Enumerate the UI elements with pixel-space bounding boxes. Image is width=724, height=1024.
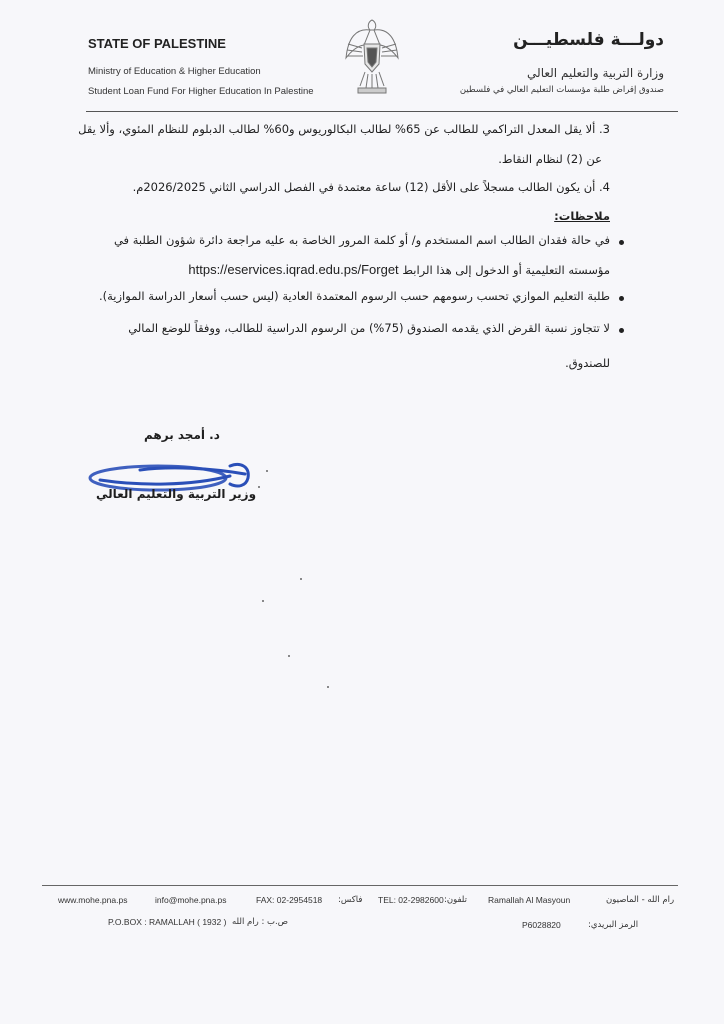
note-3-line1: لا تتجاوز نسبة القرض الذي يقدمه الصندوق (75%) من الرسوم الدراسية للطالب، ووفقاً للوضع المالي [128, 321, 610, 335]
scan-speck [288, 655, 290, 657]
footer-pobox: P.O.BOX : RAMALLAH ( 1932 ) [108, 917, 227, 927]
password-reset-link[interactable]: https://eservices.iqrad.edu.ps/Forget [188, 262, 399, 277]
footer-fax-ar: فاكس: [338, 895, 363, 905]
header-ar-title: دولـــة فلسطيـــن [513, 30, 664, 50]
scan-speck [266, 470, 268, 472]
header-en-title: STATE OF PALESTINE [88, 36, 226, 51]
scan-speck [327, 686, 329, 688]
footer-postal-code-ar: الرمز البريدي: [588, 920, 639, 930]
footer-fax: FAX: 02-2954518 [256, 895, 323, 905]
footer-email[interactable]: info@mohe.pna.ps [155, 895, 227, 905]
header-en-ministry: Ministry of Education & Higher Education [88, 66, 261, 77]
footer-tel: TEL: 02-2982600 [378, 895, 444, 905]
scan-speck [262, 600, 264, 602]
footer-address: Ramallah Al Masyoun [488, 895, 571, 905]
note-3-line2: للصندوق. [565, 356, 610, 370]
bullet [619, 296, 624, 301]
note-1-text: مؤسسته التعليمية أو الدخول إلى هذا الرابط [402, 263, 610, 277]
palestine-eagle-emblem [344, 14, 400, 98]
condition-4: 4. أن يكون الطالب مسجلاً على الأقل (12) ساعة معتمدة في الفصل الدراسي الثاني 2026/2025م. [132, 180, 610, 194]
notes-heading: ملاحظات: [554, 209, 610, 223]
header-ar-fund: صندوق إقراض طلبة مؤسسات التعليم العالي في فلسطين [459, 85, 664, 95]
signatory-name: د. أمجد برهم [144, 428, 220, 442]
scan-speck [300, 578, 302, 580]
note-2: طلبة التعليم الموازي تحسب رسومهم حسب الرسوم المعتمدة العادية (ليس حسب أسعار الدراسة الموازية). [99, 289, 610, 303]
signatory-title: وزير التربية والتعليم العالي [96, 487, 257, 501]
header-divider [86, 111, 678, 112]
condition-3-line1: 3. ألا يقل المعدل التراكمي للطالب عن 65% لطالب البكالوريوس و60% لطالب الدبلوم للنظام المئوي، وألا يقل [78, 122, 610, 136]
header-ar-ministry: وزارة التربية والتعليم العالي [527, 66, 664, 80]
footer-website[interactable]: www.mohe.pna.ps [58, 895, 128, 905]
footer-pobox-ar: ص.ب : رام الله [232, 917, 289, 927]
bullet [619, 240, 624, 245]
footer-tel-ar: تلفون: [444, 895, 467, 905]
footer-divider [42, 885, 678, 886]
bullet [619, 328, 624, 333]
condition-3-line2: عن (2) لنظام النقاط. [498, 152, 602, 166]
scan-speck [258, 486, 260, 488]
note-1-line1: في حالة فقدان الطالب اسم المستخدم و/ أو كلمة المرور الخاصة به عليه مراجعة دائرة شؤون الطلبة في [113, 233, 610, 247]
header-en-fund: Student Loan Fund For Higher Education In Palestine [88, 86, 314, 97]
footer-postal-code: P6028820 [522, 920, 561, 930]
footer-address-ar: رام الله - الماصيون [606, 895, 675, 905]
note-1-line2 [188, 262, 610, 277]
